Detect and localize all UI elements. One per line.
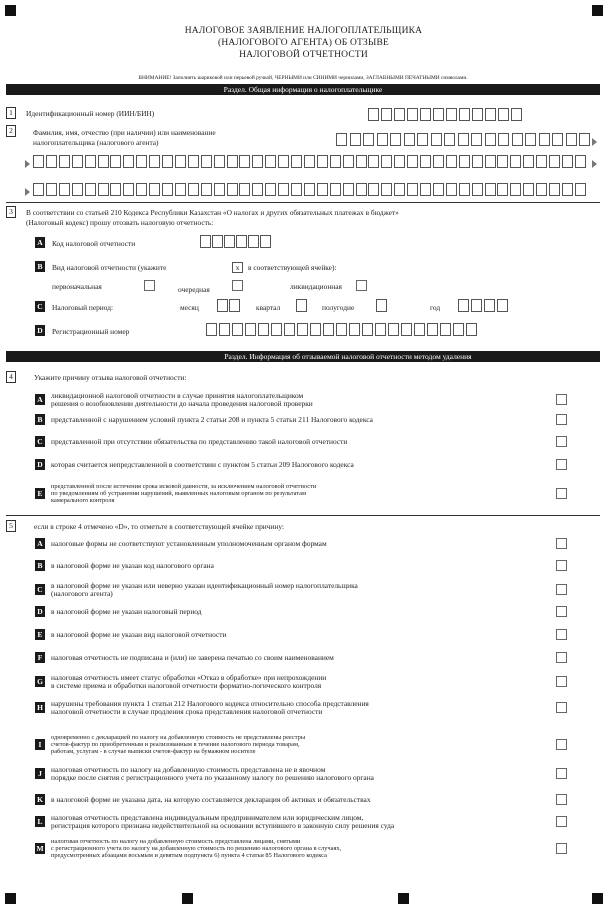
taxpayer-name-cell[interactable] bbox=[363, 133, 374, 146]
taxpayer-name-cell[interactable] bbox=[381, 183, 392, 196]
taxpayer-name-cell[interactable] bbox=[444, 133, 455, 146]
iin-bin-cell[interactable] bbox=[381, 108, 392, 121]
registration-number-cell[interactable] bbox=[414, 323, 425, 336]
year-label: год bbox=[430, 303, 441, 312]
registration-number-cell[interactable] bbox=[258, 323, 269, 336]
withdrawal-reason-text: ликвидационной налоговой отчетности в случае принятия налогоплательщиком bbox=[51, 391, 304, 400]
taxpayer-name-cell[interactable] bbox=[417, 133, 428, 146]
iin-bin-cell[interactable] bbox=[459, 108, 470, 121]
taxpayer-name-cell[interactable] bbox=[446, 155, 457, 168]
taxpayer-name-cell[interactable] bbox=[407, 183, 418, 196]
taxpayer-name-cell[interactable] bbox=[498, 133, 509, 146]
taxpayer-name-cell[interactable] bbox=[252, 183, 263, 196]
withdrawal-reason-text: решения о возобновлении деятельности до начала проведения налоговой проверки bbox=[51, 399, 313, 408]
taxpayer-name-cell[interactable] bbox=[536, 155, 547, 168]
corner-marker-bottom-left bbox=[5, 893, 16, 904]
cause-reason-text: одновременно с декларацией по налогу на добавленную стоимость не представлены реестры bbox=[51, 734, 306, 741]
report-code-label: Код налоговой отчетности bbox=[52, 239, 136, 248]
iin-bin-cell[interactable] bbox=[446, 108, 457, 121]
registration-number-cell[interactable] bbox=[427, 323, 438, 336]
taxpayer-name-cell[interactable] bbox=[265, 183, 276, 196]
row4-label: Укажите причину отзыва налоговой отчетности: bbox=[34, 373, 187, 382]
taxpayer-name-cell[interactable] bbox=[458, 133, 469, 146]
taxpayer-name-cell[interactable] bbox=[149, 183, 160, 196]
row-number-2: 2 bbox=[6, 125, 16, 137]
letter-badge-c: C bbox=[35, 436, 45, 447]
example-mark-box: x bbox=[232, 262, 243, 273]
taxpayer-name-cell[interactable] bbox=[175, 155, 186, 168]
taxpayer-name-cell[interactable] bbox=[394, 155, 405, 168]
taxpayer-name-cell[interactable] bbox=[59, 183, 70, 196]
month-cell[interactable] bbox=[217, 299, 228, 312]
taxpayer-name-cell[interactable] bbox=[539, 133, 550, 146]
taxpayer-name-cell[interactable] bbox=[336, 133, 347, 146]
taxpayer-name-cell[interactable] bbox=[420, 183, 431, 196]
cause-reason-text: налоговая отчетность по налогу на добавленную стоимость представлена лицами, снятыми bbox=[51, 838, 301, 845]
registration-number-cell[interactable] bbox=[245, 323, 256, 336]
withdrawal-reason-checkbox[interactable] bbox=[556, 488, 567, 499]
taxpayer-name-cell[interactable] bbox=[446, 183, 457, 196]
taxpayer-name-cell[interactable] bbox=[549, 155, 560, 168]
taxpayer-name-cell[interactable] bbox=[265, 155, 276, 168]
withdrawal-reason-text: камерального контроля bbox=[51, 497, 115, 504]
taxpayer-name-cell[interactable] bbox=[343, 183, 354, 196]
taxpayer-name-cell[interactable] bbox=[72, 155, 83, 168]
taxpayer-name-cell[interactable] bbox=[575, 155, 586, 168]
taxpayer-name-cell[interactable] bbox=[85, 183, 96, 196]
taxpayer-name-cell[interactable] bbox=[162, 183, 173, 196]
report-type-initial-label: первоначальная bbox=[52, 282, 102, 291]
row-number-1: 1 bbox=[6, 107, 16, 119]
letter-badge-e: E bbox=[35, 488, 45, 499]
taxpayer-name-cell[interactable] bbox=[136, 183, 147, 196]
letter-badge-b: B bbox=[35, 560, 45, 571]
taxpayer-name-cell[interactable] bbox=[356, 183, 367, 196]
taxpayer-name-cell[interactable] bbox=[523, 155, 534, 168]
registration-number-cell[interactable] bbox=[310, 323, 321, 336]
cause-reason-checkbox[interactable] bbox=[556, 676, 567, 687]
quarter-cell[interactable] bbox=[296, 299, 307, 312]
registration-number-cell[interactable] bbox=[453, 323, 464, 336]
taxpayer-name-cell[interactable] bbox=[175, 183, 186, 196]
cause-reason-checkbox[interactable] bbox=[556, 702, 567, 713]
tax-period-label: Налоговый период: bbox=[52, 303, 114, 312]
letter-badge-l: L bbox=[35, 816, 45, 827]
fill-instructions: ВНИМАНИЕ! Заполнять шариковой или перьевой ручкой, ЧЕРНЫМИ или СИНИМИ чернилами, ЗАГЛАВНЫМИ ПЕЧАТНЫМИ символами. bbox=[138, 75, 468, 81]
report-code-cell[interactable] bbox=[212, 235, 223, 248]
withdrawal-reason-checkbox[interactable] bbox=[556, 394, 567, 405]
taxpayer-name-cell[interactable] bbox=[404, 133, 415, 146]
row3-text-line-1: В соответствии со статьей 210 Кодекса Республики Казахстан «О налогах и других обязательных платежах в бюджет» bbox=[26, 208, 399, 217]
row-number-4: 4 bbox=[6, 371, 16, 383]
continue-arrow-icon bbox=[25, 160, 30, 168]
cause-reason-checkbox[interactable] bbox=[556, 816, 567, 827]
cause-reason-checkbox[interactable] bbox=[556, 843, 567, 854]
letter-badge-a: A bbox=[35, 394, 45, 405]
cause-reason-text: регистрация которого признана недействительной на основании вступившего в законную силу решения суда bbox=[51, 821, 395, 830]
taxpayer-name-cell[interactable] bbox=[472, 155, 483, 168]
taxpayer-name-cell[interactable] bbox=[523, 183, 534, 196]
taxpayer-name-cell[interactable] bbox=[549, 183, 560, 196]
form-title-line-2: (НАЛОГОВОГО АГЕНТА) ОБ ОТЗЫВЕ bbox=[217, 38, 390, 48]
taxpayer-name-cell[interactable] bbox=[188, 155, 199, 168]
taxpayer-name-cell[interactable] bbox=[72, 183, 83, 196]
taxpayer-name-cell[interactable] bbox=[317, 183, 328, 196]
iin-bin-cell[interactable] bbox=[498, 108, 509, 121]
taxpayer-name-cell[interactable] bbox=[562, 183, 573, 196]
taxpayer-name-cell[interactable] bbox=[239, 155, 250, 168]
taxpayer-name-cell[interactable] bbox=[459, 183, 470, 196]
iin-bin-cell[interactable] bbox=[485, 108, 496, 121]
taxpayer-name-cell[interactable] bbox=[536, 183, 547, 196]
letter-badge-d: D bbox=[35, 606, 45, 617]
section-divider bbox=[6, 515, 600, 516]
report-code-cell[interactable] bbox=[236, 235, 247, 248]
taxpayer-name-cell[interactable] bbox=[123, 183, 134, 196]
taxpayer-name-cell[interactable] bbox=[291, 155, 302, 168]
continue-arrow-icon bbox=[592, 138, 597, 146]
taxpayer-name-cell[interactable] bbox=[278, 183, 289, 196]
quarter-label: квартал bbox=[256, 303, 281, 312]
taxpayer-name-cell[interactable] bbox=[472, 183, 483, 196]
withdrawal-reason-text: представленной с нарушением условий пункта 2 статьи 208 и пункта 5 статьи 211 Налогового кодекса bbox=[51, 415, 373, 424]
taxpayer-name-cell[interactable] bbox=[497, 155, 508, 168]
taxpayer-name-cell[interactable] bbox=[394, 183, 405, 196]
registration-number-cell[interactable] bbox=[401, 323, 412, 336]
letter-badge-m: M bbox=[36, 844, 44, 853]
withdrawal-reason-checkbox[interactable] bbox=[556, 436, 567, 447]
cause-reason-text: в налоговой форме не указан вид налоговой отчетности bbox=[51, 630, 227, 639]
taxpayer-name-cell[interactable] bbox=[162, 155, 173, 168]
taxpayer-name-label-line-2: налогоплательщика (налогового агента) bbox=[33, 138, 159, 147]
withdrawal-reason-text: представленной после истечения срока исковой давности, за исключением налоговой отчетности bbox=[51, 483, 317, 490]
taxpayer-name-cell[interactable] bbox=[227, 155, 238, 168]
taxpayer-name-cell[interactable] bbox=[510, 183, 521, 196]
letter-badge-i: I bbox=[35, 739, 45, 750]
taxpayer-name-cell[interactable] bbox=[579, 133, 590, 146]
row-number-3: 3 bbox=[6, 206, 16, 218]
year-cell[interactable] bbox=[484, 299, 495, 312]
continue-arrow-icon bbox=[25, 188, 30, 196]
report-code-cell[interactable] bbox=[200, 235, 211, 248]
letter-badge-a: A bbox=[35, 538, 45, 549]
cause-reason-checkbox[interactable] bbox=[556, 560, 567, 571]
taxpayer-name-cell[interactable] bbox=[525, 133, 536, 146]
taxpayer-name-cell[interactable] bbox=[304, 155, 315, 168]
taxpayer-name-cell[interactable] bbox=[471, 133, 482, 146]
taxpayer-name-cell[interactable] bbox=[110, 183, 121, 196]
taxpayer-name-cell[interactable] bbox=[252, 155, 263, 168]
iin-bin-cell[interactable] bbox=[407, 108, 418, 121]
letter-badge-f: F bbox=[35, 652, 45, 663]
corner-marker-bottom-mid-left bbox=[182, 893, 193, 904]
taxpayer-name-cell[interactable] bbox=[59, 155, 70, 168]
letter-badge-d: D bbox=[35, 459, 45, 470]
half-year-label: полугодие bbox=[322, 303, 355, 312]
taxpayer-name-cell[interactable] bbox=[33, 183, 44, 196]
cause-reason-text: предусмотренных абзацами восьмым и девятым подпункта 6) пункта 4 статьи 85 Налогового кодекса bbox=[51, 852, 327, 859]
letter-badge-e: E bbox=[35, 629, 45, 640]
iin-bin-cell[interactable] bbox=[368, 108, 379, 121]
cause-reason-text: в налоговой форме не указана дата, на которую составляется декларация об активах и обязательствах bbox=[51, 795, 371, 804]
taxpayer-name-cell[interactable] bbox=[407, 155, 418, 168]
taxpayer-name-cell[interactable] bbox=[459, 155, 470, 168]
taxpayer-name-cell[interactable] bbox=[136, 155, 147, 168]
taxpayer-name-cell[interactable] bbox=[330, 155, 341, 168]
taxpayer-name-cell[interactable] bbox=[433, 183, 444, 196]
taxpayer-name-cell[interactable] bbox=[33, 155, 44, 168]
report-type-label: Вид налоговой отчетности (укажите bbox=[52, 263, 167, 272]
taxpayer-name-cell[interactable] bbox=[343, 155, 354, 168]
taxpayer-name-cell[interactable] bbox=[368, 183, 379, 196]
registration-number-cell[interactable] bbox=[466, 323, 477, 336]
row-number-5: 5 bbox=[6, 520, 16, 532]
taxpayer-name-cell[interactable] bbox=[377, 133, 388, 146]
cause-reason-text: налоговая отчетность представлена индивидуальным предпринимателем или юридическим лицом, bbox=[51, 813, 364, 822]
cause-reason-text: в налоговой форме не указан код налогового органа bbox=[51, 561, 214, 570]
cause-reason-checkbox[interactable] bbox=[556, 652, 567, 663]
letter-badge-k: K bbox=[35, 794, 45, 805]
corner-marker-bottom-right bbox=[592, 893, 603, 904]
taxpayer-name-cell[interactable] bbox=[85, 155, 96, 168]
cause-reason-checkbox[interactable] bbox=[556, 739, 567, 750]
taxpayer-name-cell[interactable] bbox=[390, 133, 401, 146]
cause-reason-text: налоговая отчетность по налогу на добавленную стоимость представлена не в явочном bbox=[51, 765, 326, 774]
cause-reason-text: налоговые формы не соответствуют установленным уполномоченным органом формам bbox=[51, 539, 327, 548]
year-cell[interactable] bbox=[497, 299, 508, 312]
taxpayer-name-cell[interactable] bbox=[356, 155, 367, 168]
registration-number-cell[interactable] bbox=[297, 323, 308, 336]
report-code-cell[interactable] bbox=[260, 235, 271, 248]
taxpayer-name-cell[interactable] bbox=[562, 155, 573, 168]
taxpayer-name-cell[interactable] bbox=[201, 155, 212, 168]
taxpayer-name-cell[interactable] bbox=[485, 155, 496, 168]
cause-reason-text: счетов-фактур по приобретенным и реализованным в течение налогового периода товарам, bbox=[51, 741, 300, 748]
corner-marker-top-right bbox=[592, 5, 603, 16]
year-cell[interactable] bbox=[458, 299, 469, 312]
taxpayer-name-cell[interactable] bbox=[566, 133, 577, 146]
iin-bin-cell[interactable] bbox=[420, 108, 431, 121]
report-type-regular-checkbox[interactable] bbox=[232, 280, 243, 291]
withdrawal-reason-checkbox[interactable] bbox=[556, 414, 567, 425]
taxpayer-name-cell[interactable] bbox=[239, 183, 250, 196]
taxpayer-name-cell[interactable] bbox=[350, 133, 361, 146]
withdrawal-reason-text: по уведомлениям об устранении нарушений, выявленных налоговым органом по результатам bbox=[51, 490, 307, 497]
taxpayer-name-cell[interactable] bbox=[214, 155, 225, 168]
cause-reason-text: в налоговой форме не указан или неверно указан идентификационный номер налогоплательщика bbox=[51, 581, 358, 590]
letter-badge-h: H bbox=[35, 702, 45, 713]
registration-number-cell[interactable] bbox=[362, 323, 373, 336]
month-cell[interactable] bbox=[229, 299, 240, 312]
continue-arrow-icon bbox=[592, 160, 597, 168]
row5-label: если в строке 4 отмечено «D», то отметьте в соответствующей ячейке причину: bbox=[34, 522, 284, 531]
taxpayer-name-cell[interactable] bbox=[110, 155, 121, 168]
taxpayer-name-cell[interactable] bbox=[291, 183, 302, 196]
report-code-cell[interactable] bbox=[248, 235, 259, 248]
registration-number-cell[interactable] bbox=[336, 323, 347, 336]
taxpayer-name-label-line-1: Фамилия, имя, отчество (при наличии) или наименование bbox=[33, 128, 216, 137]
cause-reason-text: с регистрационного учета по налогу на добавленную стоимость по решению налогового органа в случаях, bbox=[51, 845, 342, 852]
taxpayer-name-cell[interactable] bbox=[227, 183, 238, 196]
letter-badge-b: B bbox=[35, 261, 45, 272]
cause-reason-text: порядке после снятия с регистрационного учета по указанному налогу по решению налогового органа bbox=[51, 773, 374, 782]
cause-reason-text: (налогового агента) bbox=[51, 589, 113, 598]
iin-bin-cell[interactable] bbox=[433, 108, 444, 121]
cause-reason-checkbox[interactable] bbox=[556, 538, 567, 549]
taxpayer-name-cell[interactable] bbox=[214, 183, 225, 196]
taxpayer-name-cell[interactable] bbox=[201, 183, 212, 196]
registration-number-cell[interactable] bbox=[219, 323, 230, 336]
letter-badge-a: A bbox=[35, 237, 45, 248]
cause-reason-text: налоговая отчетность не подписана и (или) не заверена печатью со своим наименованием bbox=[51, 653, 334, 662]
registration-number-cell[interactable] bbox=[349, 323, 360, 336]
taxpayer-name-cell[interactable] bbox=[98, 155, 109, 168]
cause-reason-text: налоговая отчетность имеет статус обработки «Отказ в обработке» при непрохождении bbox=[51, 673, 327, 682]
cause-reason-checkbox[interactable] bbox=[556, 794, 567, 805]
letter-badge-c: C bbox=[35, 584, 45, 595]
registration-number-cell[interactable] bbox=[284, 323, 295, 336]
withdrawal-reason-text: которая считается непредставленной в соответствии с пунктом 5 статьи 209 Налогового кодекса bbox=[51, 460, 354, 469]
taxpayer-name-cell[interactable] bbox=[497, 183, 508, 196]
section2-header: Раздел. Информация об отзываемой налоговой отчетности методом удаления bbox=[6, 351, 600, 362]
cause-reason-checkbox[interactable] bbox=[556, 606, 567, 617]
iin-bin-cell[interactable] bbox=[511, 108, 522, 121]
registration-number-cell[interactable] bbox=[440, 323, 451, 336]
letter-badge-c: C bbox=[35, 301, 45, 312]
withdrawal-reason-text: представленной при отсутствии обязательства по представлению такой налоговой отчетности bbox=[51, 437, 348, 446]
corner-marker-bottom-mid-right bbox=[398, 893, 409, 904]
taxpayer-name-cell[interactable] bbox=[330, 183, 341, 196]
registration-number-cell[interactable] bbox=[206, 323, 217, 336]
report-type-regular-label: очередная bbox=[178, 285, 210, 294]
letter-badge-b: B bbox=[35, 414, 45, 425]
form-title-line-3: НАЛОГОВОЙ ОТЧЕТНОСТИ bbox=[239, 50, 368, 60]
taxpayer-name-cell[interactable] bbox=[317, 155, 328, 168]
registration-number-cell[interactable] bbox=[388, 323, 399, 336]
year-cell[interactable] bbox=[471, 299, 482, 312]
iin-bin-label: Идентификационный номер (ИИН/БИН) bbox=[26, 109, 155, 118]
section-divider bbox=[6, 202, 600, 203]
letter-badge-g: G bbox=[35, 676, 45, 687]
taxpayer-name-cell[interactable] bbox=[552, 133, 563, 146]
report-type-liquidation-label: ликвидационная bbox=[290, 282, 342, 291]
taxpayer-name-cell[interactable] bbox=[575, 183, 586, 196]
cause-reason-text: нарушены требования пункта 1 статьи 212 Налогового кодекса относительно способа представления bbox=[51, 699, 369, 708]
row3-text-line-2: (Налоговый кодекс) прошу отозвать налоговую отчетность: bbox=[26, 218, 214, 227]
registration-number-cell[interactable] bbox=[271, 323, 282, 336]
registration-number-cell[interactable] bbox=[375, 323, 386, 336]
half-year-cell[interactable] bbox=[376, 299, 387, 312]
taxpayer-name-cell[interactable] bbox=[278, 155, 289, 168]
iin-bin-cell[interactable] bbox=[472, 108, 483, 121]
report-type-liquidation-checkbox[interactable] bbox=[356, 280, 367, 291]
registration-number-cell[interactable] bbox=[232, 323, 243, 336]
corner-marker-top-left bbox=[5, 5, 16, 16]
cause-reason-checkbox[interactable] bbox=[556, 584, 567, 595]
month-label: месяц bbox=[180, 303, 199, 312]
taxpayer-name-cell[interactable] bbox=[46, 183, 57, 196]
taxpayer-name-cell[interactable] bbox=[485, 133, 496, 146]
cause-reason-text: в системе приема и обработки налоговой отчетности форматно-логического контроля bbox=[51, 681, 322, 690]
taxpayer-name-cell[interactable] bbox=[431, 133, 442, 146]
section1-header: Раздел. Общая информация о налогоплательщике bbox=[6, 84, 600, 95]
letter-badge-d: D bbox=[35, 325, 45, 336]
report-code-cell[interactable] bbox=[224, 235, 235, 248]
taxpayer-name-cell[interactable] bbox=[485, 183, 496, 196]
withdrawal-reason-checkbox[interactable] bbox=[556, 459, 567, 470]
taxpayer-name-cell[interactable] bbox=[98, 183, 109, 196]
cause-reason-text: налоговой отчетности в случае продления срока представления налоговой отчетности bbox=[51, 707, 323, 716]
taxpayer-name-cell[interactable] bbox=[368, 155, 379, 168]
taxpayer-name-cell[interactable] bbox=[381, 155, 392, 168]
taxpayer-name-cell[interactable] bbox=[510, 155, 521, 168]
registration-number-cell[interactable] bbox=[323, 323, 334, 336]
letter-badge-j: J bbox=[35, 768, 45, 779]
report-type-initial-checkbox[interactable] bbox=[144, 280, 155, 291]
taxpayer-name-cell[interactable] bbox=[420, 155, 431, 168]
taxpayer-name-cell[interactable] bbox=[149, 155, 160, 168]
taxpayer-name-cell[interactable] bbox=[433, 155, 444, 168]
taxpayer-name-cell[interactable] bbox=[512, 133, 523, 146]
taxpayer-name-cell[interactable] bbox=[188, 183, 199, 196]
registration-number-label: Регистрационный номер bbox=[52, 327, 130, 336]
cause-reason-checkbox[interactable] bbox=[556, 629, 567, 640]
taxpayer-name-cell[interactable] bbox=[304, 183, 315, 196]
iin-bin-cell[interactable] bbox=[394, 108, 405, 121]
taxpayer-name-cell[interactable] bbox=[123, 155, 134, 168]
report-type-label-after: в соответствующей ячейке): bbox=[248, 263, 337, 272]
form-title-line-1: НАЛОГОВОЕ ЗАЯВЛЕНИЕ НАЛОГОПЛАТЕЛЬЩИКА bbox=[184, 26, 423, 36]
cause-reason-text: работам, услугам - в случае выписки счетов-фактур на бумажном носителе bbox=[51, 748, 256, 755]
taxpayer-name-cell[interactable] bbox=[46, 155, 57, 168]
cause-reason-text: в налоговой форме не указан налоговый период bbox=[51, 607, 202, 616]
cause-reason-checkbox[interactable] bbox=[556, 768, 567, 779]
